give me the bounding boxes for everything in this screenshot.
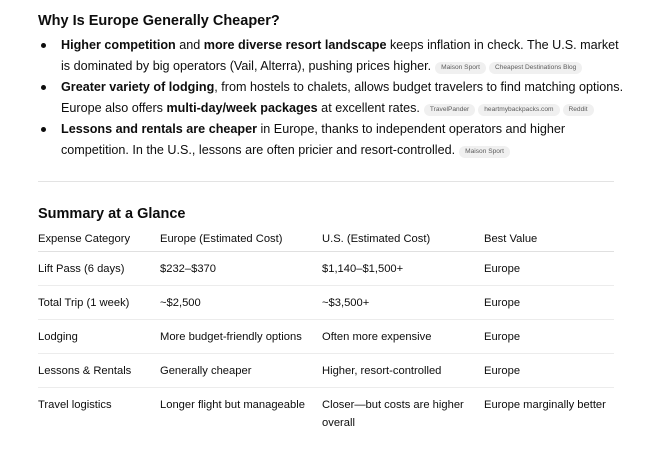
source-chip-maison-sport[interactable]: Maison Sport (435, 62, 486, 74)
table-row (38, 320, 614, 354)
table-cell: Lessons & Rentals (38, 354, 160, 388)
table-cell: More budget-friendly options (160, 320, 322, 354)
table-cell: Lodging (38, 320, 160, 354)
source-chip-reddit[interactable]: Reddit (563, 104, 594, 116)
summary-table (38, 227, 614, 436)
table-cell: $232–$370 (160, 252, 322, 286)
table-cell: Often more expensive (322, 320, 484, 354)
table-cell: ~$3,500+ (322, 286, 484, 320)
table-cell: Travel logistics (38, 399, 112, 411)
section-heading-why-cheaper: Why Is Europe Generally Cheaper? (38, 13, 280, 29)
body-text: keeps inflation in check. The U.S. market is dominated by big operators (Vail, Alterra), pushing prices higher. (61, 38, 619, 73)
section-divider (38, 181, 614, 182)
table-row (38, 354, 614, 388)
table-cell: Europe marginally better (484, 399, 606, 411)
source-chip-maison-sport[interactable]: Maison Sport (459, 146, 510, 158)
table-cell: Europe (484, 252, 614, 286)
bold-text: Lessons and rentals are cheaper (61, 122, 257, 136)
column-header: U.S. (Estimated Cost) (322, 227, 484, 252)
bold-text: Higher competition (61, 38, 176, 52)
list-item (38, 35, 628, 77)
list-item (38, 77, 628, 119)
table-row (38, 252, 614, 286)
table-cell: $1,140–$1,500+ (322, 252, 484, 286)
column-header: Expense Category (38, 227, 160, 252)
table-cell: Longer flight but manageable (160, 399, 305, 411)
bold-text: more diverse resort landscape (203, 38, 387, 52)
table-cell: Europe (484, 320, 614, 354)
table-cell: ~$2,500 (160, 286, 322, 320)
table-cell: Generally cheaper (160, 354, 322, 388)
column-header: Europe (Estimated Cost) (160, 227, 322, 252)
table-row (38, 286, 614, 320)
bold-text: Greater variety of lodging (61, 80, 215, 94)
table-row (38, 388, 614, 437)
list-item (38, 119, 628, 161)
bullet-icon (41, 43, 46, 48)
source-chip-cheapest-destinations[interactable]: Cheapest Destinations Blog (489, 62, 582, 74)
bullet-icon (41, 85, 46, 90)
table-cell: Higher, resort-controlled (322, 354, 484, 388)
body-text: , from hostels to chalets, allows budget travelers to find matching options. Europe also offers (61, 80, 624, 115)
table-cell: Lift Pass (6 days) (38, 252, 160, 286)
bullet-icon (41, 127, 46, 132)
column-header: Best Value (484, 227, 614, 252)
table-header-row (38, 227, 614, 252)
table-cell: Closer—but costs are higher overall (322, 399, 464, 429)
table-cell: Europe (484, 354, 614, 388)
body-text: and (175, 38, 204, 52)
table-cell: Europe (484, 286, 614, 320)
table-cell: Total Trip (1 week) (38, 286, 160, 320)
bold-text: multi-day/week packages (166, 101, 318, 115)
source-chip-heartmybackpacks[interactable]: heartmybackpacks.com (478, 104, 559, 116)
body-text: at excellent rates. (317, 101, 420, 115)
source-chip-travelpander[interactable]: TravelPander (424, 104, 475, 116)
section-heading-summary: Summary at a Glance (38, 206, 186, 222)
reasons-list (38, 35, 628, 161)
body-text: in Europe, thanks to independent operators and higher competition. In the U.S., lessons are often pricier and resort-controlled. (61, 122, 566, 157)
